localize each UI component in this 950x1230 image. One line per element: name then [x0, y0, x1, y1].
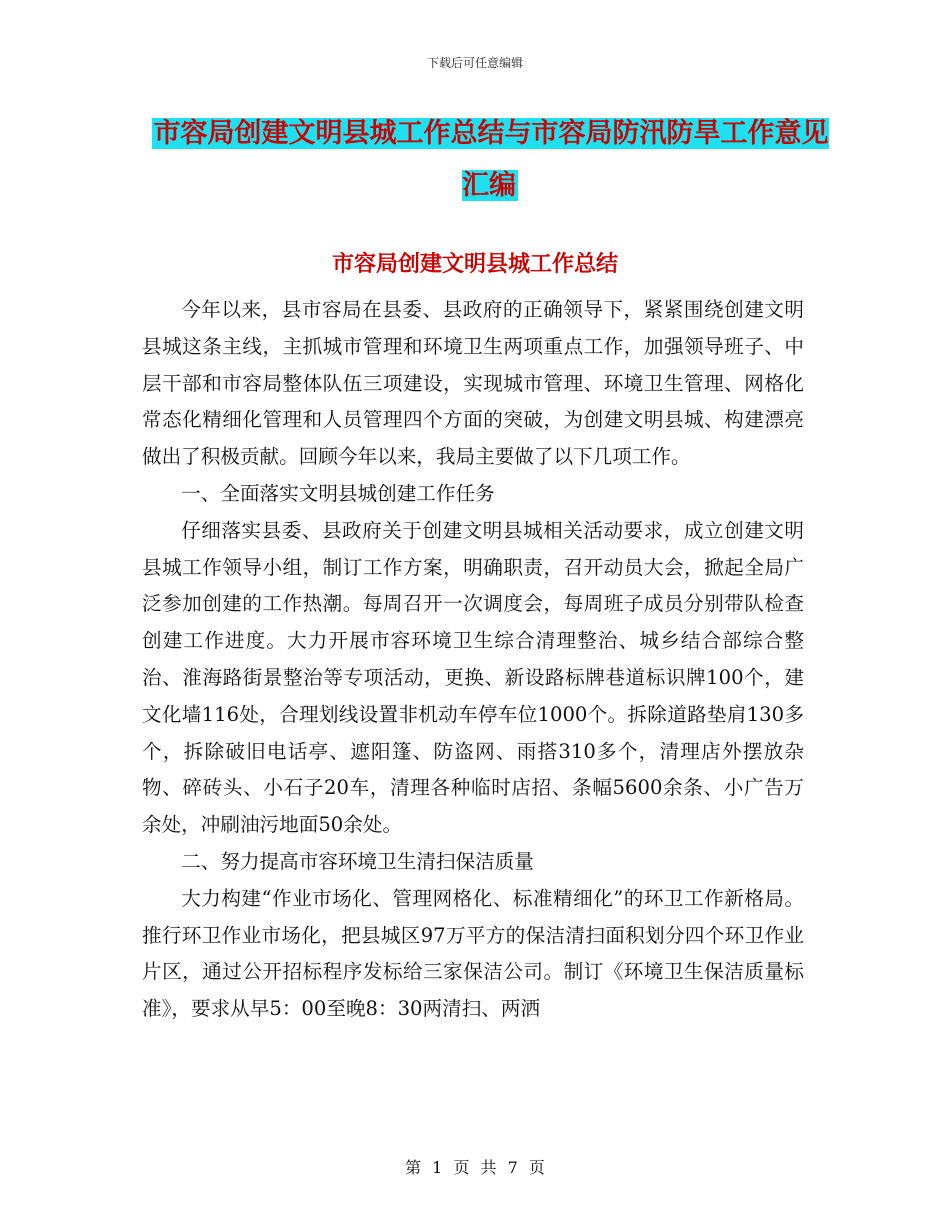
paragraph-one: 仔细落实县委、县政府关于创建文明县城相关活动要求，成立创建文明县城工作领导小组，制订工作方案，明确职责，召开动员大会，掀起全局广泛参加创建的工作热潮。每周召开一次调度会，每周班子成员分别带队检查创建工作进度。大力开展市容环境卫生综合清理整治、城乡结合部综合整治、淮海路街景整治等专项活动，更换、新设路标牌巷道标识牌100个，建文化墙116处，合理划线设置非机动车停车位1000个。拆除道路垫肩130多个，拆除破旧电话亭、遮阳篷、防盗网、雨搭310多个，清理店外摆放杂物、碎砖头、小石子20车，清理各种临时店招、条幅5600余条、小广告万余处，冲刷油污地面50余处。: [142, 518, 804, 837]
paragraph-intro: 今年以来，县市容局在县委、县政府的正确领导下，紧紧围绕创建文明县城这条主线，主抓城市管理和环境卫生两项重点工作，加强领导班子、中层干部和市容局整体队伍三项建设，实现城市管理、环境卫生管理、网格化常态化精细化管理和人员管理四个方面的突破，为创建文明县城、构建漂亮做出了积极贡献。回顾今年以来，我局主要做了以下几项工作。: [142, 298, 804, 469]
page-header-note: 下载后可任意编辑: [426, 56, 523, 70]
section-title: 市容局创建文明县城工作总结: [331, 251, 618, 277]
paragraph-two: 大力构建“作业市场化、管理网格化、标准精细化”的环卫工作新格局。推行环卫作业市场化，把县城区97万平方的保洁清扫面积划分四个环卫作业片区，通过公开招标程序发标给三家保洁公司。制订《环境卫生保洁质量标准》，要求从早5：00至晚8：30两清扫、两洒: [142, 886, 804, 1021]
heading-one: 一、全面落实文明县城创建工作任务: [181, 481, 495, 505]
page-number-footer: 第 1 页 共 7 页: [405, 1158, 545, 1177]
heading-two: 二、努力提高市容环境卫生清扫保洁质量: [181, 849, 534, 873]
document-body: [142, 292, 804, 1028]
document-title: [150, 108, 830, 212]
document-title-text: 市容局创建文明县城工作总结与市容局防汛防旱工作意见汇编: [153, 118, 829, 201]
